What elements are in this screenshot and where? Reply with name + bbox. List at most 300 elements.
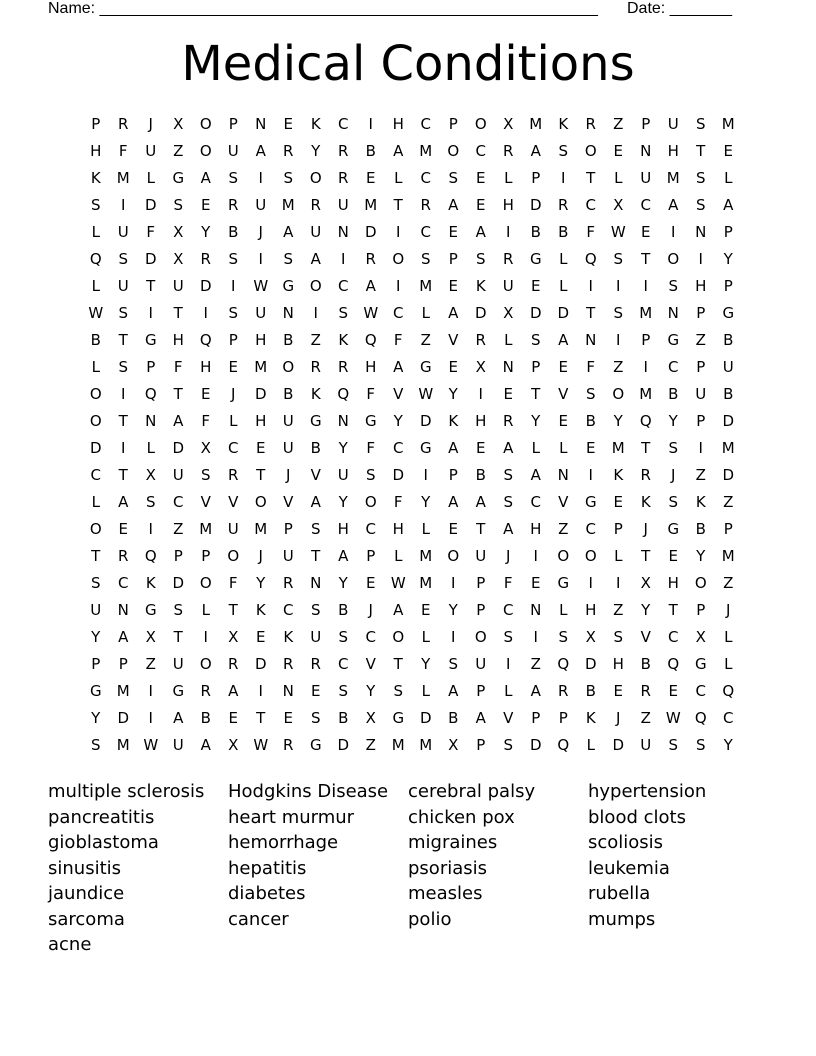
grid-letter: L [559,601,568,619]
grid-letter: N [640,142,652,160]
grid-letter: M [116,169,130,187]
grid-letter: I [203,304,208,322]
grid-letter: P [723,520,733,538]
grid-letter: T [696,142,706,160]
word-list-item: hemorrhage [228,832,339,853]
grid-letter: U [695,385,707,403]
grid-letter: U [475,655,487,673]
grid-letter: L [614,169,623,187]
grid-letter: S [448,655,459,673]
grid-letter: B [585,412,596,430]
word-list-item: multiple sclerosis [48,781,205,802]
grid-letter: P [476,574,486,592]
grid-letter: N [695,223,707,241]
grid-letter: E [558,412,568,430]
grid-letter: S [530,331,541,349]
grid-letter: D [612,736,625,754]
grid-letter: Q [557,655,570,673]
grid-letter: B [723,331,734,349]
grid-letter: I [643,277,648,295]
grid-letter: L [559,250,568,268]
grid-row [82,706,742,733]
grid-letter: H [475,412,487,430]
grid-letter: C [393,304,404,322]
grid-letter: U [310,628,322,646]
grid-letter: S [118,250,129,268]
grid-letter: C [393,439,404,457]
grid-letter: R [640,466,651,484]
word-list-item: gioblastoma [48,832,159,853]
grid-letter: W [390,574,406,592]
grid-letter: D [529,304,542,322]
grid-letter: I [588,466,593,484]
grid-letter: Y [448,385,458,403]
grid-letter: D [529,196,542,214]
grid-letter: E [613,142,623,160]
grid-letter: E [668,682,678,700]
grid-letter: U [502,277,514,295]
grid-letter: C [173,493,184,511]
grid-letter: C [585,196,596,214]
grid-letter: I [533,547,538,565]
grid-letter: M [254,358,268,376]
grid-letter: P [228,331,238,349]
grid-letter: Q [584,250,597,268]
grid-letter: N [585,331,597,349]
grid-letter: U [117,223,129,241]
grid-letter: S [695,169,706,187]
grid-letter: T [228,601,238,619]
grid-letter: L [504,169,513,187]
grid-letter: P [531,358,541,376]
grid-letter: K [310,385,321,403]
grid-letter: C [503,601,514,619]
grid-letter: P [696,358,706,376]
word-list-item: diabetes [228,883,306,904]
grid-letter: T [641,547,651,565]
grid-letter: K [613,466,624,484]
word-list-item: scoliosis [588,832,664,853]
grid-letter: L [724,628,733,646]
grid-letter: I [588,277,593,295]
grid-letter: U [172,277,184,295]
grid-letter: A [310,250,321,268]
grid-letter: E [586,439,596,457]
grid-letter: L [421,682,430,700]
grid-letter: L [201,601,210,619]
grid-letter: F [366,439,376,457]
grid-letter: D [722,466,735,484]
grid-letter: V [640,628,651,646]
grid-letter: I [148,709,153,727]
letter-grid [82,112,742,760]
grid-letter: D [89,439,102,457]
grid-letter: C [365,520,376,538]
grid-letter: L [504,331,513,349]
grid-letter: J [506,547,511,565]
grid-letter: T [586,304,596,322]
grid-letter: T [311,547,321,565]
grid-letter: B [558,223,569,241]
word-list-item: cerebral palsy [408,781,536,802]
grid-letter: X [200,439,211,457]
grid-letter: V [200,493,211,511]
grid-letter: L [504,682,513,700]
grid-letter: C [420,115,431,133]
grid-letter: R [503,250,514,268]
grid-letter: C [475,142,486,160]
grid-letter: T [118,466,128,484]
grid-letter: S [695,736,706,754]
grid-letter: Z [173,142,184,160]
grid-letter: I [121,385,126,403]
grid-letter: H [90,142,102,160]
grid-letter: G [89,682,102,700]
grid-letter: B [338,601,349,619]
grid-row [82,328,742,355]
grid-letter: S [90,196,101,214]
grid-letter: R [228,655,239,673]
grid-letter: T [668,601,678,619]
grid-letter: T [256,466,266,484]
grid-letter: Q [722,682,735,700]
grid-letter: O [474,115,487,133]
grid-letter: S [668,439,679,457]
grid-letter: G [144,331,157,349]
grid-letter: S [90,736,101,754]
grid-letter: U [667,115,679,133]
grid-letter: Q [199,331,212,349]
grid-letter: W [143,736,159,754]
grid-letter: U [310,223,322,241]
grid-letter: S [585,385,596,403]
grid-letter: V [228,493,239,511]
grid-letter: A [200,736,211,754]
grid-letter: W [253,736,269,754]
grid-letter: G [419,358,432,376]
word-list-item: migraines [408,832,498,853]
grid-row [82,490,742,517]
grid-letter: R [228,466,239,484]
grid-letter: P [283,520,293,538]
grid-letter: C [365,628,376,646]
grid-letter: R [283,655,294,673]
grid-letter: G [144,601,157,619]
grid-letter: U [255,196,267,214]
word-list-item: polio [408,908,452,930]
grid-letter: I [451,574,456,592]
grid-letter: O [309,277,322,295]
grid-letter: X [585,628,596,646]
grid-letter: Y [723,250,733,268]
grid-letter: U [640,169,652,187]
grid-letter: S [283,250,294,268]
grid-letter: F [201,412,211,430]
grid-row [82,436,742,463]
grid-letter: E [448,358,458,376]
grid-letter: L [421,304,430,322]
grid-letter: T [586,169,596,187]
grid-letter: V [310,466,321,484]
grid-letter: I [341,250,346,268]
grid-letter: B [695,520,706,538]
grid-letter: S [365,466,376,484]
grid-letter: O [447,142,460,160]
grid-letter: T [173,304,183,322]
grid-letter: B [448,709,459,727]
grid-letter: Y [421,655,431,673]
grid-letter: G [419,439,432,457]
grid-letter: E [366,574,376,592]
grid-row [82,166,742,193]
grid-letter: I [313,304,318,322]
grid-letter: H [502,196,514,214]
grid-letter: O [199,574,212,592]
grid-letter: A [448,304,459,322]
name-line: Name: ________________________________________________________ [48,0,598,17]
grid-letter: Y [338,439,348,457]
grid-letter: U [90,601,102,619]
grid-letter: O [89,520,102,538]
grid-letter: O [694,574,707,592]
grid-letter: M [419,547,433,565]
grid-letter: D [144,250,157,268]
grid-letter: Q [694,709,707,727]
grid-letter: P [146,358,156,376]
grid-letter: U [282,547,294,565]
grid-letter: K [145,574,156,592]
grid-letter: A [173,709,184,727]
grid-letter: G [557,574,570,592]
grid-letter: R [558,682,569,700]
grid-letter: G [309,736,322,754]
grid-letter: P [723,277,733,295]
grid-letter: M [721,439,735,457]
grid-letter: C [695,682,706,700]
grid-letter: E [228,358,238,376]
grid-letter: O [199,115,212,133]
grid-letter: G [172,169,185,187]
grid-letter: K [448,412,459,430]
grid-letter: Q [667,655,680,673]
grid-letter: E [723,142,733,160]
grid-row [82,598,742,625]
grid-letter: T [641,439,651,457]
grid-letter: S [668,736,679,754]
grid-letter: P [641,115,651,133]
grid-letter: A [448,682,459,700]
grid-letter: Q [557,736,570,754]
grid-letter: Y [256,574,266,592]
grid-row [82,463,742,490]
grid-letter: Q [144,385,157,403]
grid-letter: A [173,412,184,430]
grid-letter: V [393,385,404,403]
grid-letter: L [146,169,155,187]
grid-letter: S [613,250,624,268]
grid-letter: E [641,223,651,241]
grid-letter: K [640,493,651,511]
grid-letter: D [254,655,267,673]
grid-letter: I [561,169,566,187]
date-line: Date: _______ [627,0,732,17]
grid-letter: D [337,736,350,754]
grid-letter: A [530,466,541,484]
grid-letter: U [255,304,267,322]
grid-letter: F [393,331,403,349]
grid-letter: G [392,709,405,727]
grid-letter: S [90,574,101,592]
grid-letter: U [722,358,734,376]
grid-letter: A [365,277,376,295]
grid-letter: H [392,115,404,133]
grid-letter: O [667,250,680,268]
grid-row [82,409,742,436]
grid-letter: X [503,304,514,322]
word-list-item: rubella [588,883,651,904]
grid-letter: R [338,142,349,160]
grid-letter: Y [338,574,348,592]
grid-letter: P [641,331,651,349]
grid-letter: I [121,439,126,457]
grid-letter: C [338,115,349,133]
grid-letter: A [393,358,404,376]
grid-letter: W [418,385,434,403]
grid-letter: W [88,304,104,322]
grid-letter: C [640,196,651,214]
word-list-item: hypertension [588,781,707,802]
grid-letter: R [558,196,569,214]
grid-letter: N [310,574,322,592]
grid-letter: Y [613,412,623,430]
grid-letter: O [364,493,377,511]
grid-letter: F [173,358,183,376]
grid-letter: S [558,628,569,646]
grid-letter: S [668,277,679,295]
grid-letter: O [392,628,405,646]
grid-letter: X [365,709,376,727]
grid-letter: R [200,250,211,268]
grid-letter: Z [558,520,569,538]
grid-letter: V [503,709,514,727]
grid-letter: X [695,628,706,646]
grid-letter: D [392,466,405,484]
grid-letter: N [145,412,157,430]
grid-row [82,247,742,274]
grid-letter: J [643,520,648,538]
grid-letter: K [558,115,569,133]
grid-letter: Y [668,412,678,430]
grid-letter: P [696,304,706,322]
grid-letter: I [698,250,703,268]
grid-letter: P [366,547,376,565]
grid-letter: Q [89,250,102,268]
grid-letter: N [337,223,349,241]
grid-letter: D [254,385,267,403]
grid-letter: R [200,682,211,700]
grid-letter: Y [531,412,541,430]
grid-letter: E [256,628,266,646]
grid-letter: I [643,358,648,376]
grid-letter: R [310,358,321,376]
grid-letter: H [667,574,679,592]
grid-letter: O [474,628,487,646]
grid-letter: C [228,439,239,457]
grid-letter: K [695,493,706,511]
grid-letter: J [616,709,621,727]
grid-letter: C [723,709,734,727]
grid-letter: N [117,601,129,619]
grid-letter: I [588,574,593,592]
grid-letter: S [503,493,514,511]
grid-letter: T [531,385,541,403]
grid-letter: M [391,736,405,754]
grid-letter: Y [366,682,376,700]
grid-letter: S [228,169,239,187]
grid-letter: O [309,169,322,187]
grid-letter: O [227,547,240,565]
grid-letter: Z [613,115,624,133]
grid-letter: I [698,439,703,457]
grid-letter: S [695,115,706,133]
grid-letter: E [448,277,458,295]
grid-letter: S [310,709,321,727]
grid-letter: X [173,250,184,268]
grid-letter: M [721,547,735,565]
grid-letter: S [613,304,624,322]
grid-letter: S [310,601,321,619]
grid-letter: J [286,466,291,484]
grid-letter: T [393,196,403,214]
grid-letter: I [423,466,428,484]
grid-letter: Y [448,601,458,619]
grid-letter: X [448,736,459,754]
grid-letter: I [231,277,236,295]
grid-letter: A [448,493,459,511]
grid-letter: G [667,331,680,349]
grid-letter: G [722,304,735,322]
grid-letter: Z [420,331,431,349]
grid-letter: I [506,223,511,241]
grid-letter: M [199,520,213,538]
grid-letter: S [118,304,129,322]
grid-letter: R [283,142,294,160]
grid-letter: A [310,493,321,511]
grid-letter: X [228,736,239,754]
grid-letter: E [613,493,623,511]
grid-letter: N [282,304,294,322]
grid-letter: Z [695,331,706,349]
grid-letter: I [506,655,511,673]
grid-letter: N [502,358,514,376]
grid-letter: E [531,277,541,295]
grid-letter: J [148,115,153,133]
grid-letter: E [476,169,486,187]
grid-letter: S [173,196,184,214]
grid-letter: Y [311,142,321,160]
grid-letter: T [118,331,128,349]
grid-letter: D [172,574,185,592]
grid-letter: I [368,115,373,133]
grid-letter: B [283,331,294,349]
grid-letter: V [365,655,376,673]
grid-letter: P [201,547,211,565]
grid-row [82,301,742,328]
grid-letter: P [476,736,486,754]
grid-letter: I [203,628,208,646]
grid-letter: D [144,196,157,214]
grid-letter: F [118,142,128,160]
